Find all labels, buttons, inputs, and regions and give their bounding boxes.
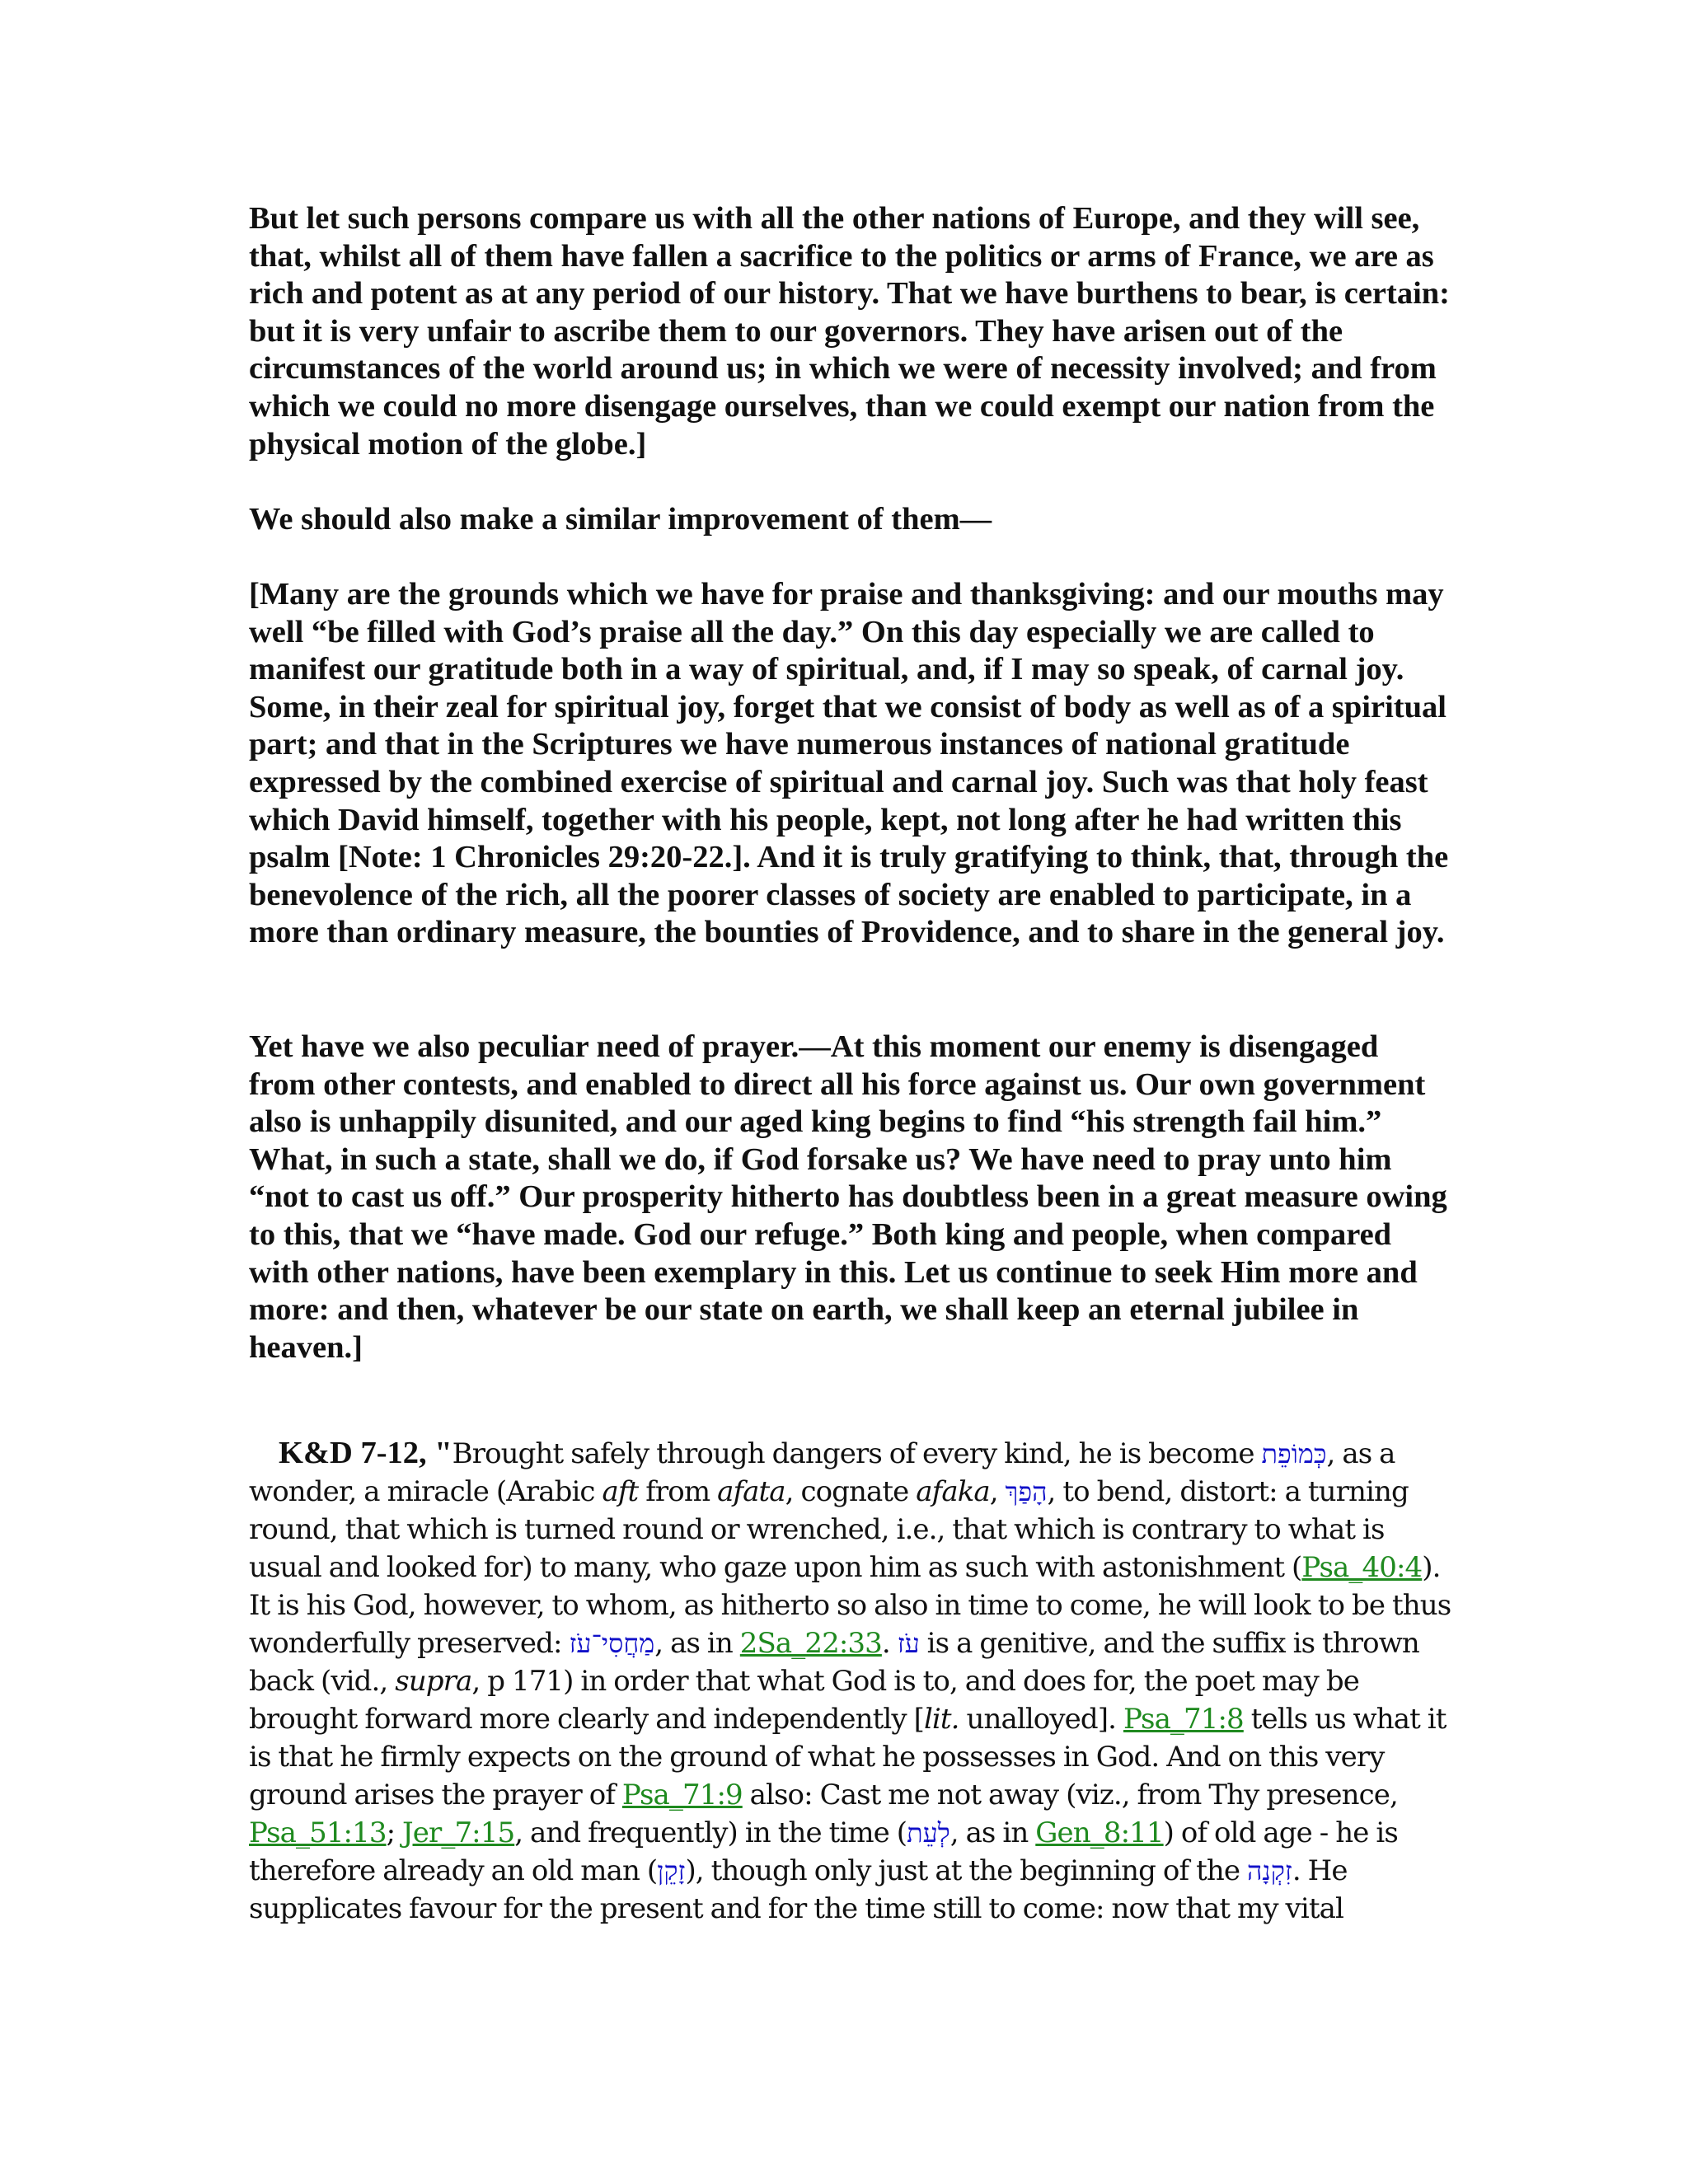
hebrew-word: זִקְנָה [1246,1855,1292,1886]
hebrew-word: כְּמוֹפֵת [1261,1438,1327,1469]
commentary-text: ). It is his God, however, to whom, as hitherto so also in time to come, he will look to be thus wonderfully preserved: [249,1551,1451,1660]
italic-term: supra [395,1665,472,1698]
commentary-text: Brought safely through dangers of every kind, he is become [452,1437,1262,1470]
commentary-text: , and frequently) in the time ( [514,1816,907,1849]
commentary-text: also: Cast me not away (viz., from Thy presence, [742,1779,1398,1811]
hebrew-word: זָקֵן [657,1855,686,1886]
commentary-text: , [989,1475,1006,1508]
scripture-link-jer-7-15[interactable]: Jer_7:15 [402,1816,515,1849]
scripture-link-2sa-22-33[interactable]: 2Sa_22:33 [739,1627,882,1660]
commentary-text: . He supplicates favour for the present and for the time still to come: now that my vital [249,1854,1348,1925]
commentary-text: tells us what it is that he firmly expects on the ground of what he possesses in God. And on this very ground arises the prayer of [249,1703,1447,1811]
italic-term: lit. [923,1703,959,1736]
paragraph-praise: [Many are the grounds which we have for praise and thanksgiving: and our mouths may well “be filled with God’s praise all the day.” On this day especially we are called to manifest our gratitude both in a way of spiritual, and, if I may so speak, of carnal joy. Some, in their zeal for spiritual joy, forget that we consist of body as well as of a spiritual part; and that in the Scriptures we have numerous instances of national gratitude expressed by the combined exercise of spiritual and carnal joy. Such was that holy feast which David himself, together with his people, kept, not long after he had written this psalm [Note: 1 Chronicles 29:20-22.]. And it is truly gratifying to think, that, through the benevolence of the rich, all the poorer classes of society are enabled to participate, in a more than ordinary measure, the bounties of Providence, and to share in the general joy. [249,577,1449,950]
commentary-text: , as a wonder, a miracle (Arabic [249,1437,1395,1508]
hebrew-word: מַחֲסִי־עֹז [569,1628,655,1659]
hebrew-word: עֹז [897,1628,920,1659]
commentary-text: , p 171) in order that what God is to, and does for, the poet may be brought forward more clearly and independently [ [249,1665,1359,1736]
hebrew-word: הָפַךְ [1005,1476,1048,1507]
commentary-text: ; [386,1816,403,1849]
scripture-link-gen-8-11[interactable]: Gen_8:11 [1035,1816,1164,1849]
scripture-link-psa-71-8[interactable]: Psa_71:8 [1123,1703,1244,1736]
commentary-paragraph [249,1434,1452,1928]
paragraph-comparison: But let such persons compare us with all the other nations of Europe, and they will see, that, whilst all of them have fallen a sacrifice to the politics or arms of France, we are as rich and potent as at any period of our history. That we have burthens to bear, is certain: but it is very unfair to ascribe them to our governors. They have arisen out of the circumstances of the world around us; in which we were of necessity involved; and from which we could no more disengage ourselves, than we could exempt our nation from the physical motion of the globe.] [249,201,1451,462]
commentary-text: from [638,1475,718,1508]
commentary-text: , to bend, distort: a turning round, that which is turned round or wrenched, i.e., that which is contrary to what is usual and looked for) to many, who gaze upon him as such with astonishment ( [249,1475,1409,1584]
hebrew-word: לְעֵת [907,1817,950,1849]
paragraph-prayer: Yet have we also peculiar need of prayer.—At this moment our enemy is disengaged from other contests, and enabled to direct all his force against us. Our own government also is unhappily disunited, and our aged king begins to find “his strength fail him.” What, in such a state, shall we do, if God forsake us? We have need to pray unto him “not to cast us off.” Our prosperity hitherto has doubtless been in a great measure owing to this, that we “have made. God our refuge.” Both king and people, when compared with other nations, have been exemplary in this. Let us continue to seek Him more and more: and then, whatever be our state on earth, we shall keep an eternal jubilee in heaven.] [249,1029,1447,1365]
scripture-link-psa-40-4[interactable]: Psa_40:4 [1301,1551,1423,1584]
commentary-text: ), though only just at the beginning of the [685,1854,1247,1887]
commentary-text: . [881,1627,898,1660]
commentary-heading: K&D 7-12, " [279,1436,452,1470]
commentary-text: , cognate [785,1475,917,1508]
italic-term: afata [717,1475,785,1508]
italic-term: aft [602,1475,639,1508]
commentary-text: is a genitive, and the suffix is thrown back (vid., [249,1627,1419,1698]
commentary-text: unalloyed]. [959,1703,1123,1736]
commentary-text: ) of old age - he is therefore already an old man ( [249,1816,1398,1887]
scripture-link-psa-71-9[interactable]: Psa_71:9 [621,1779,743,1811]
italic-term: afaka [916,1475,990,1508]
commentary-text: , as in [950,1816,1036,1849]
commentary-text: , as in [654,1627,740,1660]
paragraph-improvement-heading: We should also make a similar improvement of them— [249,502,992,537]
scripture-link-psa-51-13[interactable]: Psa_51:13 [249,1816,387,1849]
